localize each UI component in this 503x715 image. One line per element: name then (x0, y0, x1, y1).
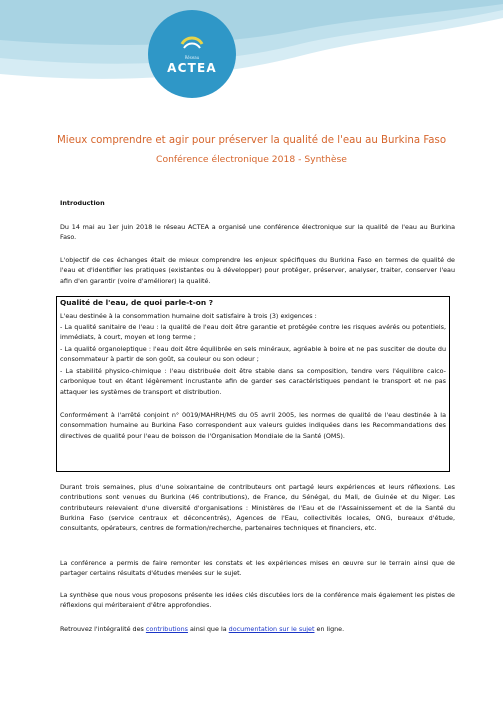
box-item-stability: - La stabilité physico-chimique : l'eau distribuée doit être stable dans sa composition, tendre vers l'équilibre calco-carbonique tout en étant légèrement incrustante afin de garder ses caractéristiques pendant le transport et ne pas attaquer les systèmes de transport et distribution. (60, 367, 446, 396)
intro-paragraph-1: Du 14 mai au 1er juin 2018 le réseau ACTEA a organisé une conférence électronique sur la qualité de l'eau au Burkina Faso. (60, 223, 455, 242)
intro-paragraph-2: L'objectif de ces échanges était de mieux comprendre les enjeux spécifiques du Burkina Faso en termes de qualité de l'eau et d'identifier les pratiques (existantes ou à développer) pour protéger, préserver, analyser, traiter, conserver l'eau afin d'en garantir (voire d'améliorer) la qualité. (60, 256, 455, 285)
water-drop-icon (180, 34, 204, 54)
document-title: Mieux comprendre et agir pour préserver la qualité de l'eau au Burkina Faso (56, 135, 447, 146)
body-paragraph-6 (60, 624, 455, 634)
box-intro: L'eau destinée à la consommation humaine doit satisfaire à trois (3) exigences : (60, 312, 317, 320)
p6-middle: ainsi que la (187, 625, 229, 633)
body-paragraph-4: La conférence a permis de faire remonter les constats et les expériences mises en œuvre sur le terrain ainsi que de partager certains résultats d'études menées sur le sujet. (60, 559, 455, 578)
header-wave (0, 0, 503, 92)
box-item-sanitary: - La qualité sanitaire de l'eau : la qualité de l'eau doit être garantie et protégée contre les risques avérés ou potentiels, immédiats, à court, moyen et long terme ; (60, 323, 446, 342)
documentation-link[interactable]: documentation sur le sujet (228, 625, 315, 633)
logo-network-label: Réseau (184, 55, 200, 60)
logo-name: ACTEA (167, 61, 217, 75)
p6-after: en ligne. (314, 625, 345, 633)
document-subtitle: Conférence électronique 2018 - Synthèse (156, 154, 347, 165)
intro-heading: Introduction (60, 199, 105, 207)
actea-logo (148, 10, 236, 98)
contributions-link[interactable]: contributions (145, 625, 188, 633)
box-conformity: Conformément à l'arrêté conjoint n° 0019/MAHRH/MS du 05 avril 2005, les normes de qualité de l'eau destinée à la consommation humaine au Burkina Faso correspondent aux valeurs guides indiquées dans les Recommandations des directives de qualité pour l'eau de boisson de l'Organisation Mondiale de la Santé (OMS). (60, 411, 446, 440)
body-paragraph-3: Durant trois semaines, plus d'une soixantaine de contributeurs ont partagé leurs expériences et leurs réflexions. Les contributions sont venues du Burkina (46 contributions), de France, du Sénégal, du Mali, de Guinée et du Niger. Les contributeurs relevaient d'une diversité d'organisations : Ministères de l'Eau et de l'Assainissement et de la Santé du Burkina Faso (service centraux et déconcentrés), Agences de l'Eau, collectivités locales, ONG, bureaux d'étude, consultants, opérateurs, centres de formation/recherche, partenaires techniques et financiers, etc. (60, 483, 455, 533)
p6-before: Retrouvez l'intégralité des (60, 625, 146, 633)
body-paragraph-5: La synthèse que nous vous proposons présente les idées clés discutées lors de la conférence mais également les pistes de réflexions qui mériteraient d'être approfondies. (60, 591, 455, 610)
box-item-organoleptic: - La qualité organoleptique : l'eau doit être équilibrée en sels minéraux, agréable à boire et ne pas susciter de doute du consommateur à partir de son goût, sa couleur ou son odeur ; (60, 345, 446, 364)
box-title: Qualité de l'eau, de quoi parle-t-on ? (60, 298, 213, 307)
